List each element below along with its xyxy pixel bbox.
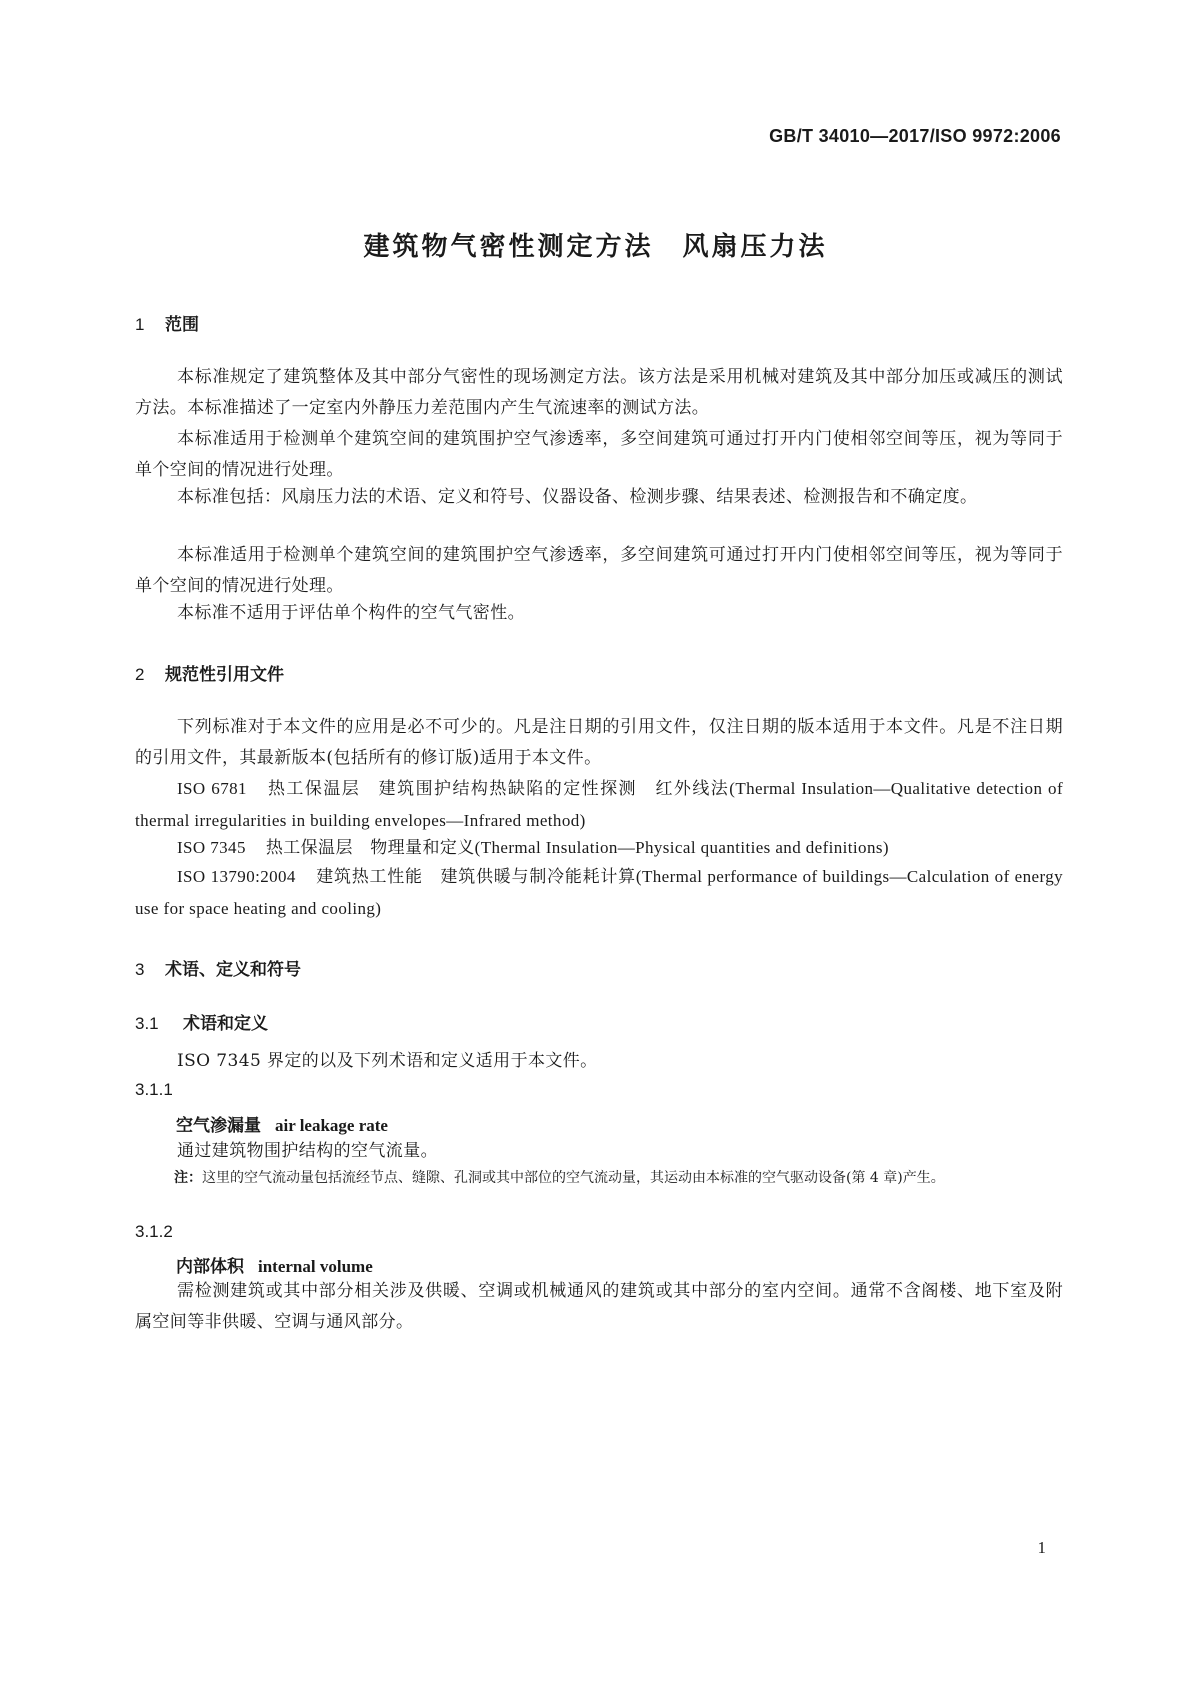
reference-title-cn: 热工保温层 物理量和定义	[265, 838, 475, 858]
subsection-title: 术语和定义	[183, 1014, 268, 1034]
subsection-3-1-heading	[135, 1009, 268, 1034]
section-number: 1	[135, 315, 145, 334]
term-cn: 内部体积	[176, 1257, 244, 1277]
document-title: 建筑物气密性测定方法 风扇压力法	[363, 232, 828, 262]
term-cn: 空气渗漏量	[176, 1116, 261, 1136]
paragraph: 下列标准对于本文件的应用是必不可少的。凡是注日期的引用文件，仅注日期的版本适用于本文件。凡是不注日期的引用文件，其最新版本(包括所有的修订版)适用于本文件。	[135, 717, 1063, 768]
reference-item	[135, 773, 1063, 837]
note-label: 注：	[174, 1170, 202, 1186]
paragraph: 本标准包括：风扇压力法的术语、定义和符号、仪器设备、检测步骤、结果表述、检测报告和不确定度。	[177, 487, 978, 507]
reference-title-cn: 建筑热工性能 建筑供暖与制冷能耗计算	[315, 867, 636, 887]
paragraph: 本标准规定了建筑整体及其中部分气密性的现场测定方法。该方法是采用机械对建筑及其中部分加压或减压的测试方法。本标准描述了一定室内外静压力差范围内产生气流速率的测试方法。	[135, 367, 1063, 418]
standard-code: GB/T 34010—2017/ISO 9972:2006	[769, 126, 1061, 146]
section-3-heading	[135, 955, 301, 980]
term-number: 3.1.1	[135, 1080, 173, 1099]
paragraph: ISO 7345 界定的以及下列术语和定义适用于本文件。	[177, 1051, 598, 1071]
term-en: internal volume	[258, 1257, 373, 1276]
reference-title-cn: 热工保温层 建筑围护结构热缺陷的定性探测 红外线法	[266, 779, 730, 799]
term-definition: 通过建筑物围护结构的空气流量。	[177, 1141, 438, 1161]
section-title: 范围	[165, 315, 199, 335]
paragraph: 本标准不适用于评估单个构件的空气气密性。	[177, 603, 525, 623]
page-number: 1	[1037, 1538, 1046, 1557]
paragraph: 本标准适用于检测单个建筑空间的建筑围护空气渗透率，多空间建筑可通过打开内门使相邻空间等压，视为等同于单个空间的情况进行处理。	[135, 545, 1063, 596]
reference-code: ISO 6781	[177, 779, 247, 798]
section-2-heading	[135, 660, 284, 685]
reference-title-en: (Thermal Insulation—Physical quantities and definitions)	[474, 838, 889, 857]
section-number: 2	[135, 665, 145, 684]
section-title: 规范性引用文件	[165, 665, 284, 685]
reference-title-en: (Thermal performance of buildings—Calculation of energy use for space heating and cooling)	[135, 867, 1063, 918]
reference-code: ISO 7345	[177, 838, 246, 857]
term-definition: 需检测建筑或其中部分相关涉及供暖、空调或机械通风的建筑或其中部分的室内空间。通常不含阁楼、地下室及附属空间等非供暖、空调与通风部分。	[135, 1281, 1063, 1332]
term-heading	[176, 1252, 373, 1277]
reference-title-en: (Thermal Insulation—Qualitative detection of thermal irregularities in building envelopes—Infrared method)	[135, 779, 1064, 830]
reference-item	[135, 861, 1063, 925]
subsection-number: 3.1	[135, 1014, 159, 1033]
section-1-heading	[135, 310, 199, 335]
section-title: 术语、定义和符号	[165, 960, 301, 980]
note	[174, 1165, 1064, 1192]
reference-item	[135, 832, 1063, 864]
note-text: 这里的空气流动量包括流经节点、缝隙、孔洞或其中部位的空气流动量，其运动由本标准的空气驱动设备(第 4 章)产生。	[202, 1170, 945, 1186]
term-number: 3.1.2	[135, 1222, 173, 1241]
section-number: 3	[135, 960, 145, 979]
term-en: air leakage rate	[275, 1116, 388, 1135]
reference-code: ISO 13790:2004	[177, 867, 296, 886]
term-heading	[176, 1111, 388, 1136]
paragraph: 本标准适用于检测单个建筑空间的建筑围护空气渗透率，多空间建筑可通过打开内门使相邻空间等压，视为等同于单个空间的情况进行处理。	[135, 429, 1063, 480]
